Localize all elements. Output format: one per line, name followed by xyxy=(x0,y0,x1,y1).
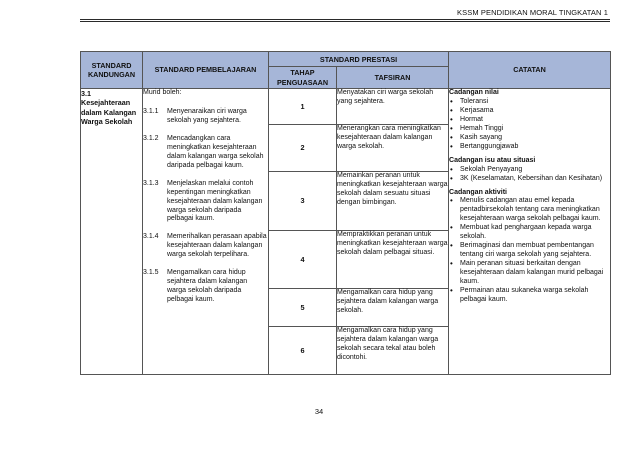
list-item: • Kasih sayang xyxy=(449,134,610,143)
list-item: • Sekolah Penyayang xyxy=(449,166,610,175)
sp-item xyxy=(143,269,268,305)
sp-item-number: 3.1.2 xyxy=(143,134,159,142)
tafsiran-level-3: Memainkan peranan untuk meningkatkan kesejahteraan warga sekolah dalam sesuatu situasi dengan bimbingan. xyxy=(337,172,449,231)
header-standard-prestasi: STANDARD PRESTASI xyxy=(269,52,449,67)
list-item: • Membuat kad penghargaan kepada warga sekolah. xyxy=(449,224,610,242)
sp-item-number: 3.1.4 xyxy=(143,233,159,241)
sp-item-text: Memerihalkan perasaan apabila kesejahteraan dalam kalangan warga sekolah terpelihara. xyxy=(167,233,267,259)
sp-item xyxy=(143,135,268,171)
list-item: • Permainan atau sukaneka warga sekolah pelbagai kaum. xyxy=(449,287,610,305)
tahap-level-1: 1 xyxy=(269,89,337,125)
sp-item xyxy=(143,108,268,126)
page-number: 34 xyxy=(314,407,324,416)
curriculum-table xyxy=(80,51,611,375)
sp-item-text: Menyenaraikan ciri warga sekolah yang sejahtera. xyxy=(167,107,247,124)
tahap-level-4: 4 xyxy=(269,231,337,289)
tafsiran-level-1: Menyatakan ciri warga sekolah yang sejahtera. xyxy=(337,89,449,125)
sp-item-text: Mencadangkan cara meningkatkan kesejahteraan dalam kalangan warga sekolah daripada pelbagai kaum. xyxy=(167,134,264,169)
list-item: • Kerjasama xyxy=(449,107,610,116)
list-item: • Berimaginasi dan membuat pembentangan tentang ciri warga sekolah yang sejahtera. xyxy=(449,242,610,260)
catatan-cell xyxy=(449,89,611,375)
list-item: • 3K (Keselamatan, Kebersihan dan Kesihatan) xyxy=(449,175,610,184)
catatan-aktiviti-list xyxy=(449,197,610,304)
header-tafsiran: TAFSIRAN xyxy=(337,67,449,89)
catatan-aktiviti-heading: Cadangan aktiviti xyxy=(449,188,507,196)
standard-kandungan-cell: 3.1 Kesejahteraan dalam Kalangan Warga Sekolah xyxy=(81,89,143,375)
tafsiran-level-6: Mengamalkan cara hidup yang sejahtera dalam kalangan warga sekolah secara tekal atau boleh dicontohi. xyxy=(337,327,449,375)
list-item: • Hemah Tinggi xyxy=(449,125,610,134)
sp-item-text: Menjelaskan melalui contoh kepentingan meningkatkan kesejahteraan dalam kalangan warga sekolah daripada pelbagai kaum. xyxy=(167,179,263,223)
sp-item xyxy=(143,180,268,225)
list-item: • Bertanggungjawab xyxy=(449,143,610,152)
header-rule-secondary xyxy=(80,21,610,22)
tafsiran-level-2: Menerangkan cara meningkatkan kesejahteraan dalam kalangan warga sekolah. xyxy=(337,125,449,172)
tahap-level-6: 6 xyxy=(269,327,337,375)
list-item: • Menulis cadangan atau emel kepada pentadbirsekolah tentang cara meningkatkan kesejahteraan warga sekolah pelbagai kaum. xyxy=(449,197,610,224)
catatan-nilai-heading: Cadangan nilai xyxy=(449,89,499,96)
sp-intro: Murid boleh: xyxy=(143,89,182,96)
sp-item xyxy=(143,233,268,260)
header-tahap-penguasaan: TAHAP PENGUASAAN xyxy=(269,67,337,89)
list-item: • Toleransi xyxy=(449,98,610,107)
list-item: • Hormat xyxy=(449,116,610,125)
list-item: • Main peranan situasi berkaitan dengan kesejahteraan dalam kalangan murid pelbagai kaum. xyxy=(449,260,610,287)
header-standard-kandungan: STANDARD KANDUNGAN xyxy=(81,52,143,89)
catatan-nilai-list xyxy=(449,98,610,152)
catatan-isu-heading: Cadangan isu atau situasi xyxy=(449,156,536,164)
header-rule xyxy=(80,19,610,20)
page-header-title: KSSM PENDIDIKAN MORAL TINGKATAN 1 xyxy=(457,8,608,17)
catatan-isu-list xyxy=(449,166,610,184)
tahap-level-3: 3 xyxy=(269,172,337,231)
sp-item-text: Mengamalkan cara hidup sejahtera dalam kalangan warga sekolah daripada pelbagai kaum. xyxy=(167,269,248,304)
tahap-level-2: 2 xyxy=(269,125,337,172)
sp-item-number: 3.1.1 xyxy=(143,107,159,115)
header-catatan: CATATAN xyxy=(449,52,611,89)
tahap-level-5: 5 xyxy=(269,289,337,327)
standard-pembelajaran-cell xyxy=(143,89,269,375)
sp-item-number: 3.1.3 xyxy=(143,179,159,187)
tafsiran-level-5: Mengamalkan cara hidup yang sejahtera dalam kalangan warga sekolah. xyxy=(337,289,449,327)
header-standard-pembelajaran: STANDARD PEMBELAJARAN xyxy=(143,52,269,89)
tafsiran-level-4: Mempraktikkan peranan untuk meningkatkan kesejahteraan warga sekolah dalam pelbagai situasi. xyxy=(337,231,449,289)
sp-item-number: 3.1.5 xyxy=(143,269,159,277)
